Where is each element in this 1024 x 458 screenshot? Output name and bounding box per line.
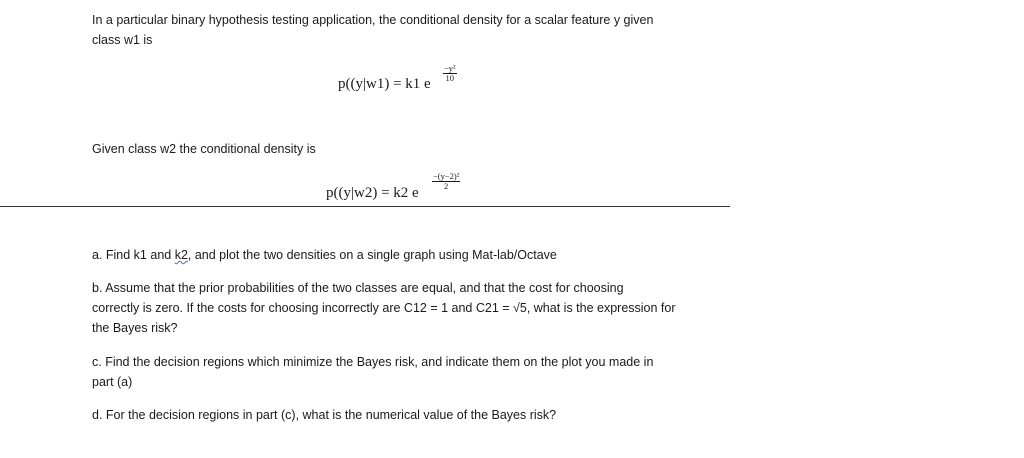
intro-line-2: class w1 is [92, 33, 153, 47]
question-d: d. For the decision regions in part (c), what is the numerical value of the Bayes risk? [92, 408, 557, 422]
question-a [92, 245, 557, 265]
equation-w2-exponent-numerator: −(y−2)² [433, 171, 460, 181]
equation-w1-exponent-denominator: 10 [445, 73, 455, 83]
equation-w2 [326, 185, 419, 202]
equation-w2-lhs: p((y|w2) = k2 e [326, 185, 419, 201]
equation-w1-lhs: p((y|w1) = k1 e [338, 76, 431, 92]
question-a-suffix: , and plot the two densities on a single graph using Mat-lab/Octave [187, 248, 557, 262]
question-b-line-2: correctly is zero. If the costs for choosing incorrectly are C12 = 1 and C21 = √5, what is the expression for [92, 301, 676, 315]
question-a-prefix: a. Find k1 and [92, 248, 175, 262]
question-b-line-1: b. Assume that the prior probabilities of the two classes are equal, and that the cost for choosing [92, 281, 624, 295]
question-b-line-3: the Bayes risk? [92, 321, 178, 335]
equation-w2-exponent [432, 172, 460, 191]
question-c-line-2: part (a) [92, 375, 133, 389]
question-c-line-1: c. Find the decision regions which minimize the Bayes risk, and indicate them on the plot you made in [92, 355, 654, 369]
equation-w2-exponent-denominator: 2 [444, 181, 449, 191]
horizontal-divider [0, 206, 730, 207]
question-a-k2: k2 [174, 248, 188, 262]
equation-w1-exponent [443, 64, 457, 83]
given-class-w2: Given class w2 the conditional density is [92, 142, 316, 156]
equation-w1 [338, 76, 431, 93]
intro-line-1: In a particular binary hypothesis testing application, the conditional density for a scalar feature y given [92, 13, 654, 27]
equation-w1-exponent-numerator: −y² [444, 63, 456, 73]
